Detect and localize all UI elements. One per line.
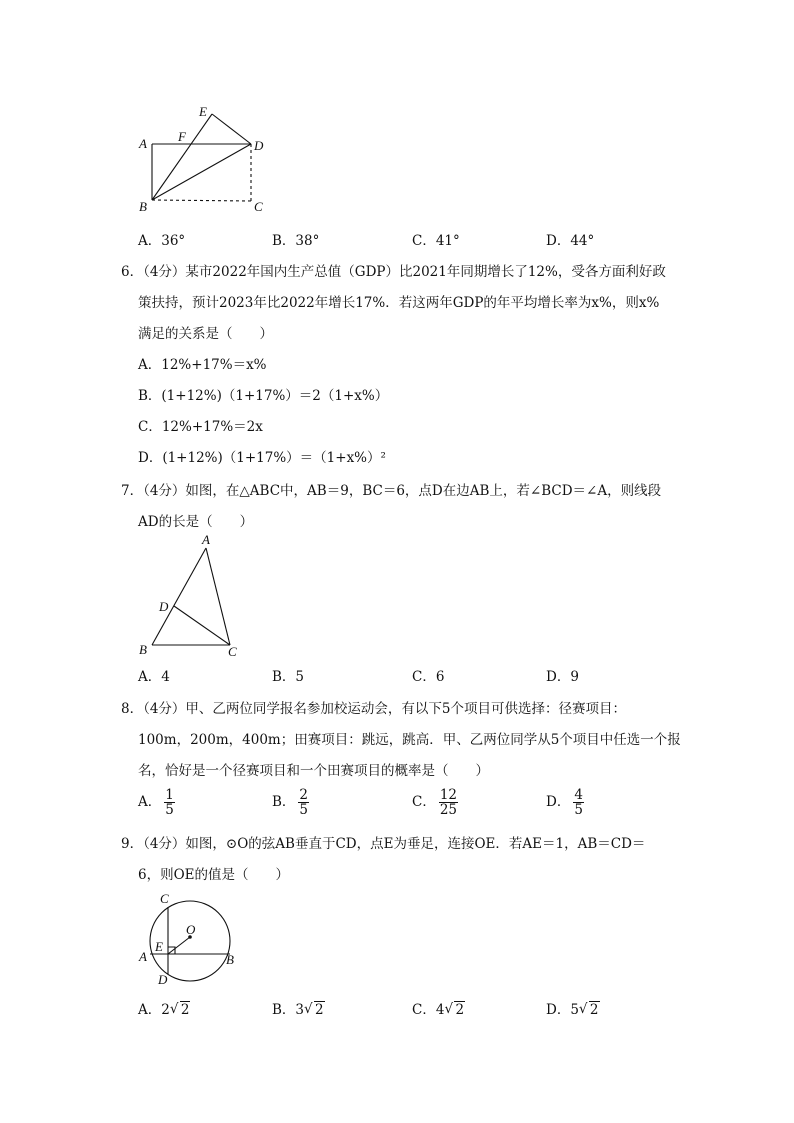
q9-option-c: [412, 998, 465, 1018]
q9-label-d: D: [158, 972, 168, 987]
q9-option-a: [138, 998, 190, 1018]
q7-option-b: B．5: [272, 669, 305, 685]
q9-option-d-coef: 5: [570, 1002, 579, 1018]
q9-option-a-coef: 2: [161, 1002, 170, 1018]
q8-stem-line3: 名，恰好是一个径赛项目和一个田赛项目的概率是（ ）: [138, 763, 489, 779]
q5-option-c: C．41°: [412, 233, 460, 249]
q9-label-e: E: [155, 939, 163, 954]
q9-option-d: [546, 998, 600, 1018]
q5-option-d: D．44°: [546, 233, 595, 249]
q8-option-b-letter: B．: [272, 794, 296, 811]
q9-option-b-sqrt: [304, 1002, 325, 1018]
q9-stem-line2: 6，则OE的值是（ ）: [138, 867, 290, 883]
q9-option-c-sqrt: [444, 1002, 465, 1018]
q9-option-a-rad: 2: [180, 1002, 190, 1018]
q5-label-f: F: [178, 129, 186, 144]
q6-stem-line1: 6．（4分）某市2022年国内生产总值（GDP）比2021年同期增长了12%，受各方面利好政: [121, 264, 666, 280]
q9-option-d-letter: D．: [546, 1002, 571, 1018]
q7-label-d: D: [159, 599, 169, 614]
q8-option-d-letter: D．: [546, 794, 571, 811]
q9-label-c: C: [160, 891, 169, 906]
q7-label-c: C: [228, 644, 237, 659]
q6-stem-line2: 策扶持，预计2023年比2022年增长17%．若这两年GDP的年平均增长率为x%，则x%: [138, 295, 660, 311]
q7-option-d: D．9: [546, 669, 579, 685]
q7-stem-line1: 7．（4分）如图，在△ABC中，AB＝9，BC＝6，点D在边AB上，若∠BCD＝∠A，则线段: [121, 483, 662, 499]
q9-option-b-letter: B．: [272, 1002, 296, 1018]
q9-option-b-rad: 2: [315, 1002, 324, 1018]
q7-label-b: B: [139, 642, 147, 657]
q8-option-a-den: 5: [165, 802, 174, 819]
q5-label-d: D: [254, 138, 264, 153]
q9-option-b: [272, 998, 325, 1018]
q8-option-c-num: 12: [439, 787, 458, 803]
q9-option-a-sqrt: [170, 1002, 191, 1018]
q8-option-b-den: 5: [299, 802, 309, 819]
q9-option-b-coef: 3: [295, 1002, 305, 1018]
q8-option-c-letter: C．: [412, 794, 436, 811]
q9-label-b: B: [226, 952, 234, 967]
q9-option-a-letter: A．: [138, 1002, 162, 1018]
q9-option-c-rad: 2: [455, 1002, 465, 1018]
q9-option-c-letter: C．: [412, 1002, 436, 1018]
q7-label-a: A: [202, 532, 210, 547]
q6-option-b: B．(1+12%)（1+17%）＝2（1+x%）: [138, 388, 389, 404]
q6-stem-line3: 满足的关系是（ ）: [138, 326, 273, 342]
q7-option-a: A．4: [138, 669, 170, 685]
q7-option-c: C．6: [412, 669, 445, 685]
q5-label-a: A: [139, 136, 147, 151]
q9-option-d-sqrt: [579, 1002, 600, 1018]
q8-stem-line1: 8．（4分）甲、乙两位同学报名参加校运动会，有以下5个项目可供选择：径赛项目：: [121, 701, 627, 717]
q6-option-d: D．(1+12%)（1+17%）＝（1+x%）²: [138, 450, 386, 466]
q8-option-d-num: 4: [574, 787, 583, 803]
q9-label-a: A: [139, 949, 147, 964]
q8-option-a-letter: A．: [138, 794, 162, 811]
q6-option-c: C．12%+17%＝2x: [138, 419, 263, 435]
q9-stem-line1: 9．（4分）如图，⊙O的弦AB垂直于CD，点E为垂足，连接OE．若AE＝1，AB＝CD＝: [121, 836, 646, 852]
q8-option-d-den: 5: [574, 802, 583, 819]
q8-option-b-num: 2: [299, 787, 309, 803]
q5-label-e: E: [199, 104, 207, 119]
q8-option-c-den: 25: [439, 802, 458, 819]
q5-label-c: C: [254, 199, 263, 214]
q5-option-a: A．36°: [138, 233, 186, 249]
q9-label-o: O: [186, 922, 196, 937]
q6-option-a: A．12%+17%＝x%: [138, 357, 267, 373]
q5-option-b: B．38°: [272, 233, 320, 249]
q7-stem-line2: AD的长是（ ）: [138, 514, 254, 530]
q8-option-a-num: 1: [165, 787, 174, 803]
q8-stem-line2: 100m，200m，400m；田赛项目：跳远，跳高．甲、乙两位同学从5个项目中任选一个报: [138, 732, 681, 748]
q5-label-b: B: [139, 199, 147, 214]
q9-option-c-coef: 4: [435, 1002, 445, 1018]
q9-option-d-rad: 2: [589, 1002, 599, 1018]
